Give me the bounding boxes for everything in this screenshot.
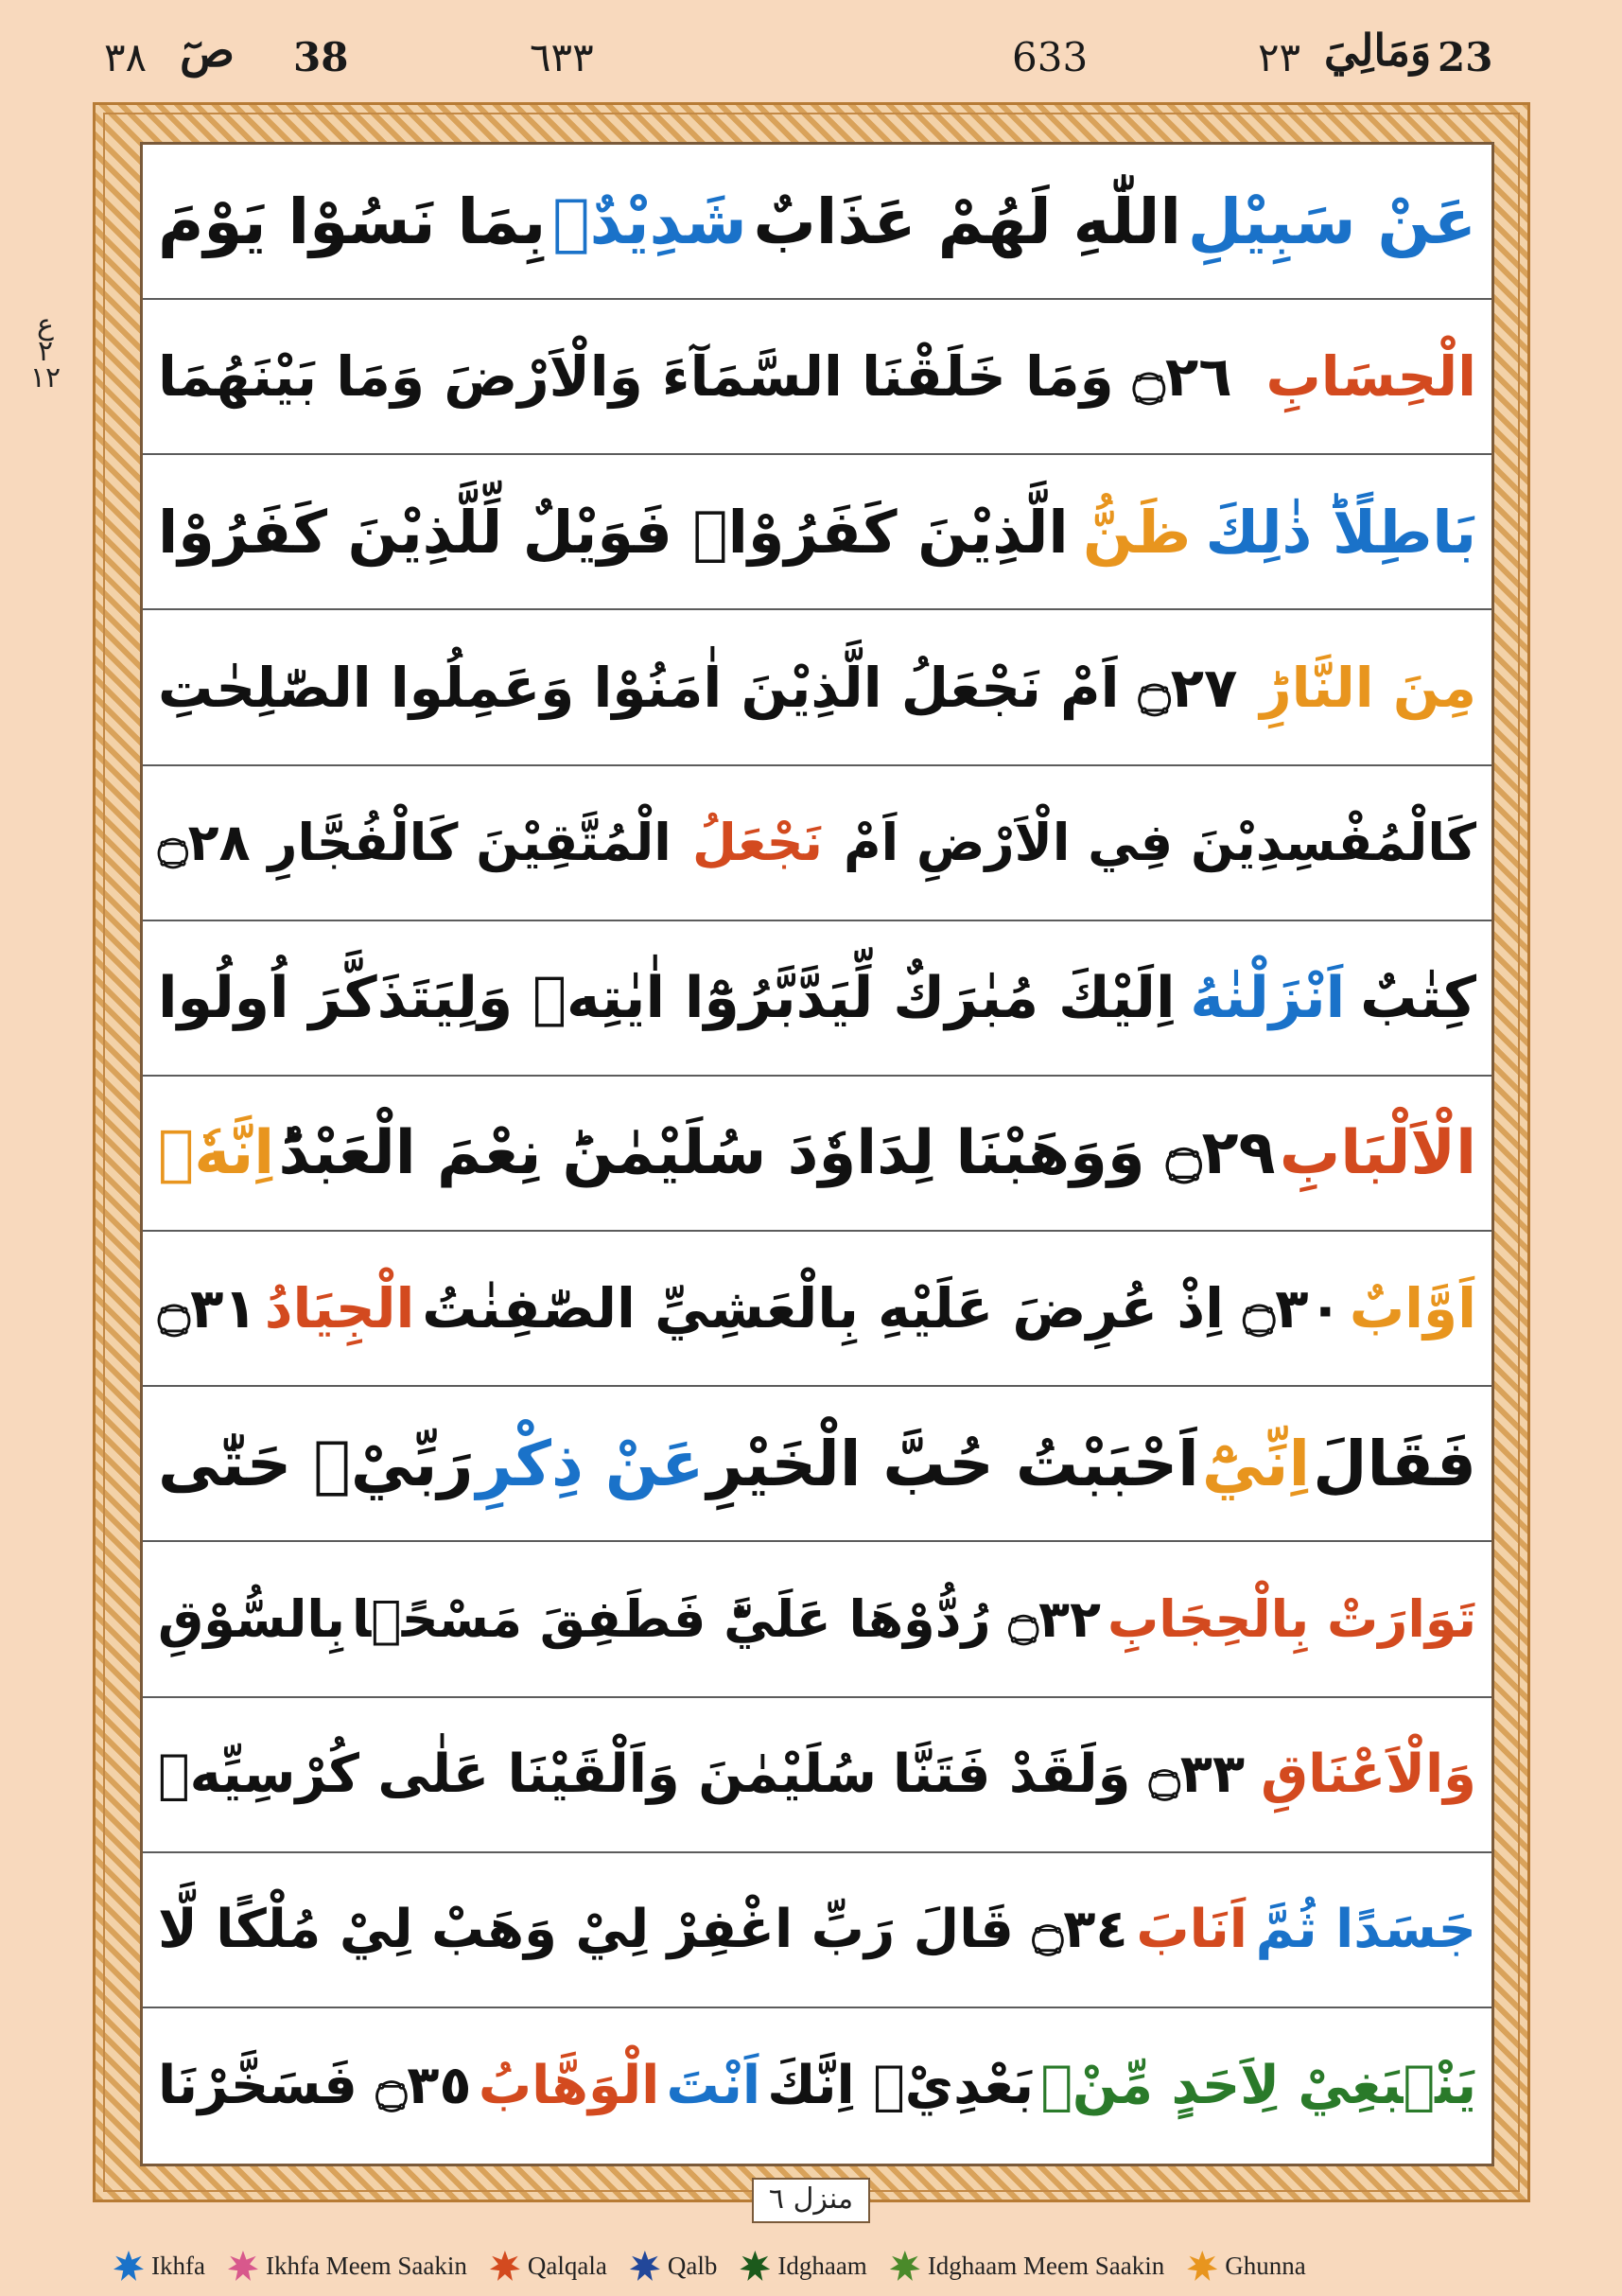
- text-segment: اِلَيْكَ مُبٰرَكٌ لِّيَدَّبَّرُوْٓا اٰيٰتِهٖ وَلِيَتَذَكَّرَ اُولُوا: [158, 964, 1176, 1031]
- text-segment: اَنْزَلْنٰهُ: [1190, 964, 1346, 1031]
- star-icon: [740, 2251, 770, 2281]
- text-segment: الْحِسَابِ: [1265, 344, 1476, 410]
- text-line: [143, 1698, 1491, 1853]
- ruku-marker-count: ١٢: [29, 361, 61, 394]
- text-segment: ۝٣٥ فَسَخَّرْنَا: [158, 2055, 472, 2117]
- text-segment: جَسَدًا ثُمَّ: [1255, 1899, 1476, 1961]
- text-segment: الْجِيَادُ: [264, 1276, 415, 1341]
- text-segment: ۝٢٧ اَمْ نَجْعَلُ الَّذِيْنَ اٰمَنُوْا وَعَمِلُوا الصّٰلِحٰتِ: [158, 655, 1238, 720]
- star-icon: [1187, 2251, 1217, 2281]
- star-icon: [890, 2251, 920, 2281]
- text-segment: اَنْتَ: [666, 2055, 761, 2117]
- text-segment: ۝٣١: [158, 1276, 257, 1341]
- legend-item: [630, 2251, 717, 2281]
- text-segment: يَنْۢبَغِيْ لِاَحَدٍ مِّنْۢ: [1040, 2055, 1476, 2117]
- text-line: [143, 766, 1491, 921]
- text-line: [143, 455, 1491, 610]
- text-segment: سُلَيْمٰنَ وَاَلْقَيْنَا عَلٰى كُرْسِيِّهٖ: [158, 1744, 877, 1806]
- text-line: [143, 1387, 1491, 1542]
- text-segment: اللّٰهِ لَهُمْ عَذَابٌ: [753, 184, 1182, 258]
- surah-name-arabic: صٓ: [180, 25, 235, 78]
- text-segment: ۝٣٢ رُدُّوْهَا عَلَيَّؕ فَطَفِقَ مَسْحًۢا: [352, 1588, 1101, 1649]
- text-segment: رَبِّيْۚ حَتّٰى: [158, 1427, 474, 1500]
- legend-item: [490, 2251, 607, 2281]
- text-segment: بِالسُّوْقِ: [158, 1588, 345, 1649]
- text-line: [143, 1542, 1491, 1697]
- text-line: [143, 2008, 1491, 2164]
- quran-text-area: [140, 142, 1494, 2166]
- text-line: [143, 300, 1491, 455]
- text-segment: اَنَابَ: [1136, 1899, 1247, 1961]
- page-number: 633: [1012, 34, 1089, 80]
- ruku-marker-letter: ع: [37, 308, 54, 342]
- text-segment: كَالْمُفْسِدِيْنَ فِي الْاَرْضِ اَمْ: [844, 813, 1476, 873]
- text-segment: الْاَلْبَابِ: [1279, 1117, 1476, 1188]
- legend-item: [228, 2251, 467, 2281]
- text-line: [143, 145, 1491, 300]
- text-segment: ۝٣٠ اِذْ عُرِضَ عَلَيْهِ بِالْعَشِيِّ الصّٰفِنٰتُ: [422, 1276, 1342, 1341]
- text-segment: بَعْدِيْۚ اِنَّكَ: [767, 2055, 1035, 2117]
- legend-label: Idghaam: [777, 2251, 867, 2280]
- juz-number-arabic: ٢٣: [1258, 34, 1301, 80]
- text-segment: فَقَالَ: [1313, 1427, 1476, 1500]
- legend-item: [1187, 2251, 1305, 2281]
- legend-label: Ikhfa Meem Saakin: [265, 2251, 467, 2280]
- text-segment: اَحْبَبْتُ حُبَّ الْخَيْرِ: [706, 1427, 1199, 1500]
- text-segment: اِنَّهٗۤ: [158, 1117, 275, 1188]
- text-segment: ۝٣٣ وَلَقَدْ فَتَنَّا: [892, 1744, 1246, 1806]
- text-segment: وَالْاَعْنَاقِ: [1261, 1744, 1476, 1806]
- text-line: [143, 610, 1491, 765]
- text-segment: اِنِّيْٓ: [1201, 1427, 1311, 1500]
- text-line: [143, 1232, 1491, 1387]
- legend-label: Qalqala: [527, 2251, 607, 2280]
- legend-label: Qalb: [667, 2251, 718, 2280]
- text-segment: الْمُتَّقِيْنَ كَالْفُجَّارِ ۝٢٨: [158, 813, 671, 873]
- text-segment: ۝٢٦ وَمَا خَلَقْنَا السَّمَآءَ وَالْاَرْضَ وَمَا بَيْنَهُمَا: [158, 344, 1232, 410]
- legend-label: Ikhfa: [151, 2251, 205, 2280]
- text-segment: شَدِيْدٌۢ: [552, 184, 747, 258]
- manzil-label: منزل ٦: [752, 2178, 870, 2223]
- star-icon: [490, 2251, 520, 2281]
- text-segment: عَنْ ذِكْرِ: [476, 1427, 705, 1500]
- page-number-arabic: ٦٣٣: [530, 34, 594, 80]
- ruku-marker: [17, 308, 74, 397]
- text-line: [143, 921, 1491, 1077]
- text-segment: بَاطِلًاؕ ذٰلِكَ: [1205, 497, 1476, 567]
- text-segment: اَوَّابٌ: [1349, 1276, 1476, 1341]
- text-segment: كِتٰبٌ: [1360, 964, 1476, 1031]
- juz-name-arabic: وَمَالِيَ: [1324, 25, 1432, 76]
- surah-number: 38: [293, 34, 349, 80]
- text-segment: بِمَا نَسُوْا يَوْمَ: [158, 184, 547, 258]
- ruku-marker-number: ٢: [37, 335, 54, 368]
- text-line: [143, 1077, 1491, 1232]
- surah-number-arabic: ٣٨: [104, 34, 148, 80]
- legend-item: [890, 2251, 1164, 2281]
- text-line: [143, 1853, 1491, 2008]
- text-segment: نَجْعَلُ: [691, 813, 823, 873]
- text-segment: مِنَ النَّارِؕ: [1260, 655, 1476, 720]
- juz-number: 23: [1438, 34, 1493, 80]
- tajweed-legend: [113, 2244, 1532, 2287]
- star-icon: [228, 2251, 258, 2281]
- text-segment: الْوَهَّابُ: [478, 2055, 660, 2117]
- legend-item: [740, 2251, 866, 2281]
- legend-label: Idghaam Meem Saakin: [927, 2251, 1165, 2280]
- star-icon: [630, 2251, 660, 2281]
- legend-label: Ghunna: [1225, 2251, 1306, 2280]
- star-icon: [113, 2251, 144, 2281]
- page-header: [0, 0, 1622, 104]
- legend-item: [113, 2251, 205, 2281]
- text-segment: ۝٣٤ قَالَ رَبِّ اغْفِرْ لِيْ وَهَبْ لِيْ مُلْكًا لَّا: [158, 1899, 1128, 1961]
- text-segment: ظَنُّ: [1082, 497, 1192, 567]
- text-segment: عَنْ سَبِيْلِ: [1187, 184, 1476, 258]
- text-segment: الَّذِيْنَ كَفَرُوْاۚ فَوَيْلٌ لِّلَّذِيْنَ كَفَرُوْا: [158, 497, 1069, 567]
- text-segment: ۝٢٩ وَوَهَبْنَا لِدَاوٗدَ سُلَيْمٰنَؕ نِعْمَ الْعَبْدُؕ: [278, 1118, 1276, 1189]
- text-segment: تَوَارَتْ بِالْحِجَابِ: [1107, 1588, 1476, 1649]
